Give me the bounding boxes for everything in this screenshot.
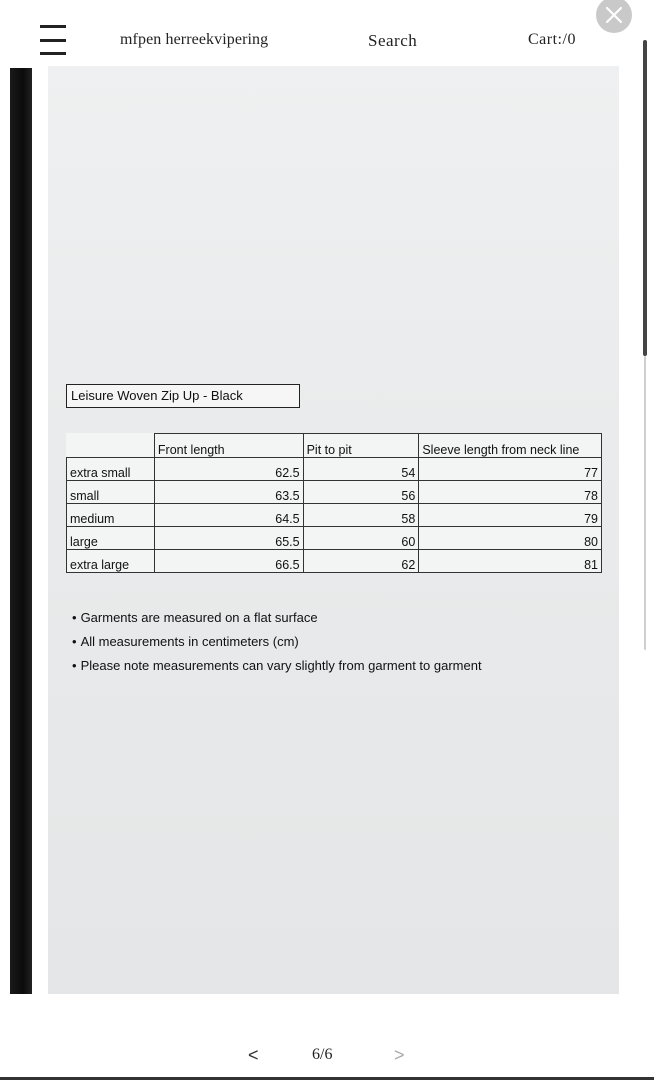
table-header-cell	[67, 434, 155, 458]
table-cell: 60	[303, 527, 419, 550]
table-header-cell: Front length	[154, 434, 303, 458]
table-cell: 62.5	[154, 458, 303, 481]
table-header-cell: Sleeve length from neck line	[419, 434, 602, 458]
table-cell: 64.5	[154, 504, 303, 527]
brand-logo-link[interactable]: mfpen herreekvipering	[120, 31, 269, 48]
image-counter: 6/6	[312, 1046, 333, 1063]
menu-button[interactable]	[40, 25, 66, 55]
table-row	[67, 550, 602, 573]
scrollbar-track[interactable]	[644, 356, 646, 650]
table-row	[67, 458, 602, 481]
previous-image-button[interactable]: <	[248, 1045, 259, 1065]
size-label-cell: large	[67, 527, 155, 550]
table-cell: 56	[303, 481, 419, 504]
hamburger-icon-bar	[40, 39, 66, 42]
table-cell: 80	[419, 527, 602, 550]
table-cell: 58	[303, 504, 419, 527]
table-cell: 77	[419, 458, 602, 481]
measurement-notes	[72, 608, 482, 680]
table-row	[67, 481, 602, 504]
list-item: • Please note measurements can vary slightly from garment to garment	[72, 656, 482, 680]
table-cell: 79	[419, 504, 602, 527]
search-link[interactable]: Search	[368, 31, 418, 50]
next-image-button[interactable]: >	[394, 1045, 405, 1065]
table-cell: 54	[303, 458, 419, 481]
table-cell: 81	[419, 550, 602, 573]
table-cell: 78	[419, 481, 602, 504]
list-item: • All measurements in centimeters (cm)	[72, 632, 482, 656]
table-row	[67, 504, 602, 527]
hamburger-icon-bar	[40, 52, 66, 55]
size-table	[66, 433, 602, 573]
table-cell: 63.5	[154, 481, 303, 504]
table-cell: 65.5	[154, 527, 303, 550]
table-cell: 66.5	[154, 550, 303, 573]
cart-link[interactable]: Cart:/0	[528, 31, 576, 48]
size-label-cell: medium	[67, 504, 155, 527]
size-label-cell: extra small	[67, 458, 155, 481]
close-icon	[604, 5, 624, 25]
hamburger-icon-bar	[40, 25, 66, 28]
table-header-row	[67, 434, 602, 458]
size-label-cell: extra large	[67, 550, 155, 573]
table-row	[67, 527, 602, 550]
close-button[interactable]	[596, 0, 632, 33]
previous-image-edge	[10, 68, 32, 994]
list-item: • Garments are measured on a flat surface	[72, 608, 482, 632]
scrollbar-thumb[interactable]	[643, 40, 647, 356]
product-title: Leisure Woven Zip Up - Black	[66, 384, 300, 408]
table-cell: 62	[303, 550, 419, 573]
size-label-cell: small	[67, 481, 155, 504]
table-header-cell: Pit to pit	[303, 434, 419, 458]
